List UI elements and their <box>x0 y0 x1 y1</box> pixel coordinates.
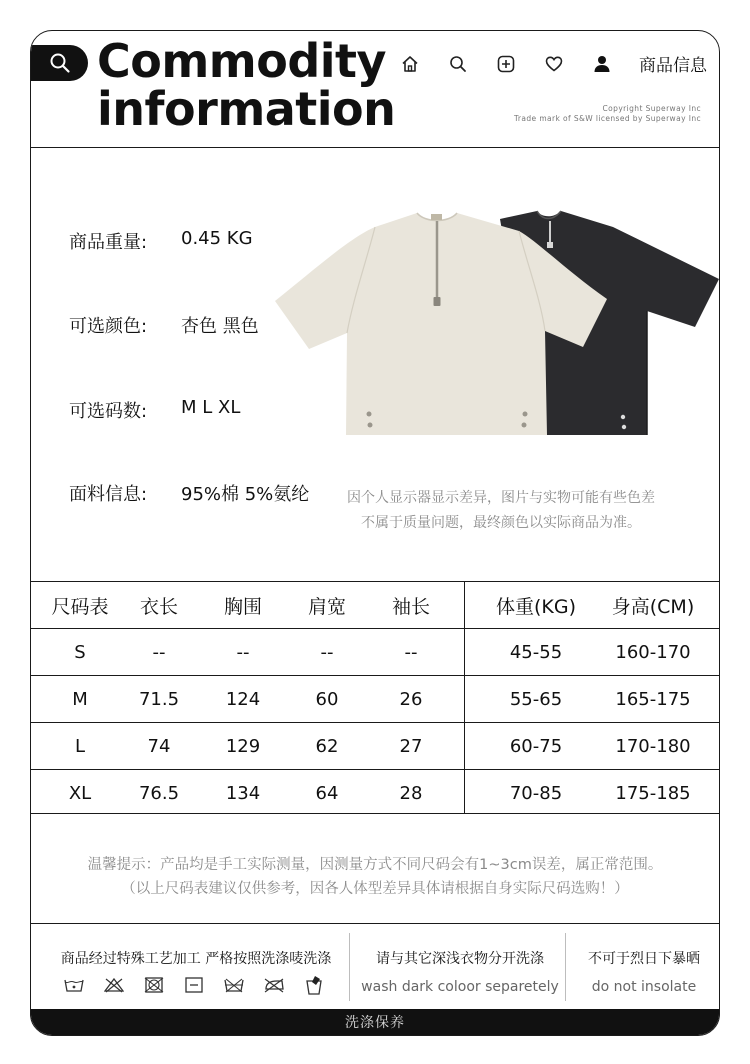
table-cell: 124 <box>225 688 261 710</box>
spec-weight <box>69 228 253 254</box>
care-sub-3: do not insolate <box>591 979 697 995</box>
table-cell: 76.5 <box>138 782 180 804</box>
no-dry-clean-bin-icon <box>303 975 325 995</box>
table-header-cell: 肩宽 <box>307 595 346 618</box>
care-title-3: 不可于烈日下暴晒 <box>588 951 700 967</box>
no-iron-icon <box>263 975 285 995</box>
search-icon <box>49 52 71 74</box>
disclaimer-line-1: 因个人显示器显示差异，图片与实物可能有些色差 <box>347 490 655 506</box>
table-row <box>31 722 719 769</box>
table-cell: 70-85 <box>509 782 563 804</box>
brand-line-1: Commodity <box>97 34 386 88</box>
footer-bar <box>31 1009 719 1035</box>
table-row <box>31 769 719 816</box>
color-disclaimer <box>321 486 681 536</box>
spec-value: 0.45 KG <box>181 228 253 249</box>
copyright-text <box>514 104 701 124</box>
divider <box>31 147 719 148</box>
copyright-line-1: Copyright Superway Inc <box>602 104 701 113</box>
copyright-line-2: Trade mark of S&W licensed by Superway Inc <box>514 114 701 123</box>
spec-colors <box>69 312 259 338</box>
table-cell: -- <box>236 641 250 663</box>
top-nav <box>399 51 707 76</box>
table-column-divider <box>464 582 465 813</box>
table-cell: 26 <box>399 688 423 710</box>
add-icon[interactable] <box>495 53 517 75</box>
size-cell: L <box>74 735 86 757</box>
table-header-cell: 尺码表 <box>51 595 109 618</box>
table-header-cell: 袖长 <box>391 595 430 618</box>
brand-title <box>97 34 396 136</box>
user-icon[interactable] <box>591 53 613 75</box>
spec-label: 可选码数: <box>69 401 148 422</box>
size-cell: XL <box>68 782 92 804</box>
table-cell: 62 <box>315 735 339 757</box>
table-cell: 60 <box>315 688 339 710</box>
care-title-1: 商品经过特殊工艺加工 严格按照洗涤唛洗涤 <box>60 951 332 967</box>
search-nav-icon[interactable] <box>447 53 469 75</box>
table-cell: 71.5 <box>138 688 180 710</box>
divider <box>31 923 719 924</box>
table-cell: 129 <box>225 735 261 757</box>
no-bleach-icon <box>103 975 125 995</box>
search-button[interactable] <box>31 45 88 81</box>
table-cell: 55-65 <box>509 688 563 710</box>
footer-label: 洗涤保养 <box>345 1015 405 1031</box>
product-image <box>275 209 719 441</box>
table-cell: 45-55 <box>509 641 563 663</box>
measurement-tip: 温馨提示：产品均是手工实际测量，因测量方式不同尺码会有1~3cm误差，属正常范围。 <box>87 857 663 873</box>
table-cell: 28 <box>399 782 423 804</box>
size-cell: S <box>74 641 86 663</box>
care-divider <box>565 933 566 1001</box>
home-icon[interactable] <box>399 53 421 75</box>
table-cell: -- <box>152 641 166 663</box>
table-cell: 64 <box>315 782 339 804</box>
table-cell: 170-180 <box>615 735 691 757</box>
care-title-2: 请与其它深浅衣物分开洗涤 <box>376 951 544 967</box>
table-cell: 134 <box>225 782 261 804</box>
table-cell: 60-75 <box>509 735 563 757</box>
table-cell: 175-185 <box>615 782 691 804</box>
heart-icon[interactable] <box>543 53 565 75</box>
spec-value: 杏色 黑色 <box>181 316 259 337</box>
no-wring-icon <box>223 975 245 995</box>
table-cell: 74 <box>147 735 171 757</box>
table-header-cell: 体重(KG) <box>495 595 576 618</box>
dry-flat-icon <box>183 975 205 995</box>
table-header-cell: 胸围 <box>223 595 262 618</box>
reference-tip: （以上尺码表建议仅供参考，因各人体型差异具体请根据自身实际尺码选购！） <box>121 881 629 897</box>
table-cell: -- <box>404 641 418 663</box>
no-tumble-dry-icon <box>143 975 165 995</box>
spec-label: 面料信息: <box>69 484 148 505</box>
product-info-card <box>30 30 720 1036</box>
table-header-cell: 衣长 <box>139 595 178 618</box>
table-row <box>31 675 719 722</box>
spec-value: 95%棉 5%氨纶 <box>181 484 310 505</box>
brand-line-2: information <box>97 82 396 136</box>
size-cell: M <box>72 688 88 710</box>
table-header-row <box>31 582 719 628</box>
care-sub-2: wash dark coloor separetely <box>361 979 559 995</box>
size-table <box>31 582 719 816</box>
divider <box>31 813 719 814</box>
spec-label: 可选颜色: <box>69 316 148 337</box>
spec-label: 商品重量: <box>69 232 148 253</box>
table-cell: 165-175 <box>615 688 691 710</box>
care-icons <box>63 975 343 995</box>
table-cell: -- <box>320 641 334 663</box>
table-header-cell: 身高(CM) <box>611 595 695 618</box>
disclaimer-line-2: 不属于质量问题，最终颜色以实际商品为准。 <box>361 515 641 531</box>
care-divider <box>349 933 350 1001</box>
table-row <box>31 628 719 675</box>
nav-label[interactable]: 商品信息 <box>639 56 707 76</box>
spec-fabric <box>69 480 309 506</box>
spec-value: M L XL <box>181 397 241 418</box>
spec-sizes <box>69 397 240 423</box>
table-cell: 27 <box>399 735 423 757</box>
hand-wash-icon <box>63 975 85 995</box>
table-cell: 160-170 <box>615 641 691 663</box>
